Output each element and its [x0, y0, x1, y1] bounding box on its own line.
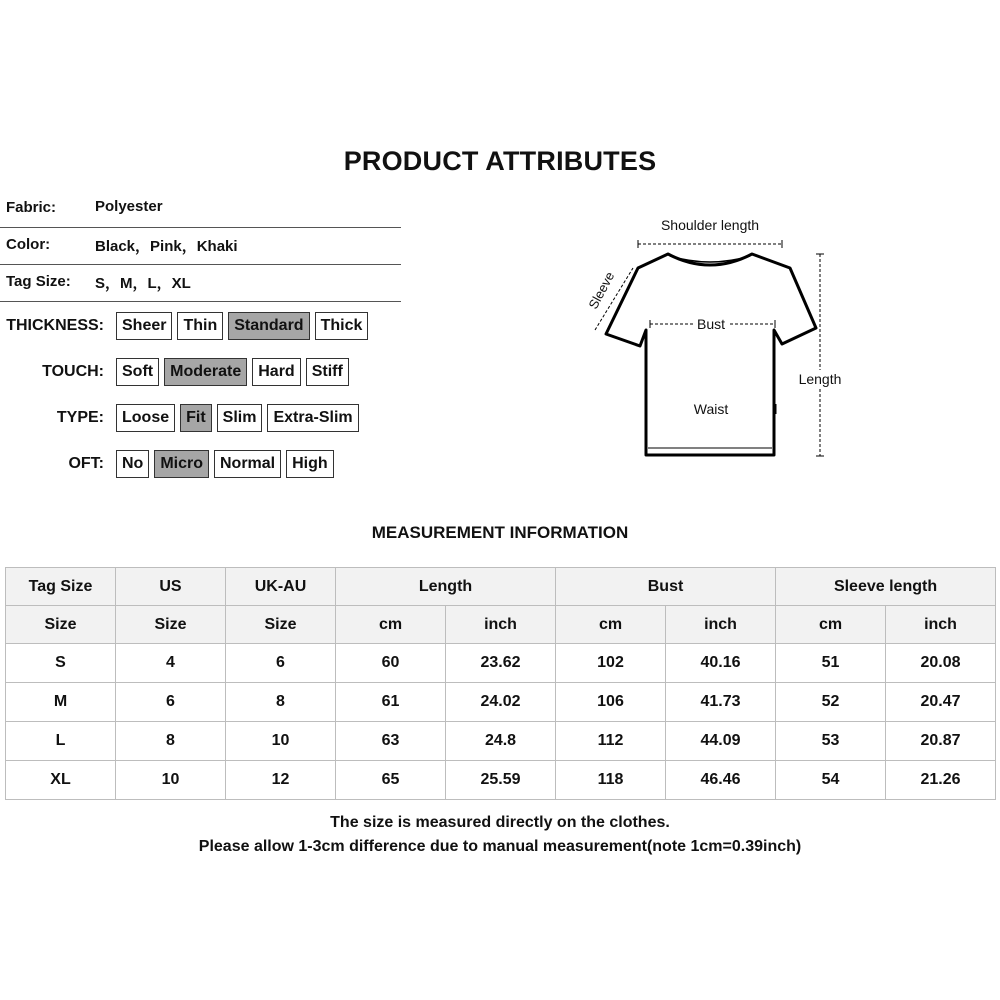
scale-label: TOUCH:	[42, 363, 104, 380]
tshirt-outline-icon	[606, 254, 816, 455]
attr-label: Fabric:	[6, 199, 57, 216]
table-cell: 54	[776, 761, 886, 800]
table-cell: 53	[776, 722, 886, 761]
table-row	[6, 761, 996, 800]
attr-row-fabric	[0, 190, 401, 228]
length-label: Length	[798, 371, 842, 387]
table-cell: 44.09	[666, 722, 776, 761]
table-cell: 8	[116, 722, 226, 761]
scale-label: OFT:	[68, 455, 104, 472]
scale-row-type	[0, 403, 364, 433]
table-cell: 23.62	[446, 644, 556, 683]
table-subheader-row	[6, 606, 996, 644]
table-cell: 60	[336, 644, 446, 683]
table-row	[6, 644, 996, 683]
attr-label: Color:	[6, 236, 51, 253]
table-cell: 63	[336, 722, 446, 761]
attr-label: Tag Size:	[6, 273, 71, 290]
subheader-cell: inch	[666, 606, 776, 644]
attr-value: S，M，L，XL	[95, 275, 191, 292]
table-cell: 40.16	[666, 644, 776, 683]
subheader-cell: Size	[116, 606, 226, 644]
attr-value: Polyester	[95, 198, 163, 215]
table-cell: 118	[556, 761, 666, 800]
table-header-row	[6, 568, 996, 606]
page-title: PRODUCT ATTRIBUTES	[343, 146, 657, 176]
table-cell: 10	[116, 761, 226, 800]
table-cell: 24.8	[446, 722, 556, 761]
header-cell: Sleeve length	[776, 568, 996, 606]
table-cell: 61	[336, 683, 446, 722]
chip-slim: Slim	[217, 404, 263, 432]
header-cell: Tag Size	[6, 568, 116, 606]
table-cell: 112	[556, 722, 666, 761]
scale-row-thickness	[0, 311, 373, 341]
table-row	[6, 722, 996, 761]
size-table	[5, 567, 996, 800]
table-cell: 8	[226, 683, 336, 722]
chip-extra-slim: Extra-Slim	[267, 404, 358, 432]
table-cell: 52	[776, 683, 886, 722]
table-cell: 20.47	[886, 683, 996, 722]
tshirt-diagram	[570, 205, 860, 470]
subheader-cell: Size	[226, 606, 336, 644]
attr-row-color	[0, 227, 401, 265]
chip-thin: Thin	[177, 312, 223, 340]
table-cell: 21.26	[886, 761, 996, 800]
sleeve-label: Sleeve	[585, 269, 618, 312]
measurement-title: MEASUREMENT INFORMATION	[371, 523, 629, 542]
table-cell: L	[6, 722, 116, 761]
chip-normal: Normal	[214, 450, 281, 478]
chip-no: No	[116, 450, 149, 478]
header-cell: Length	[336, 568, 556, 606]
subheader-cell: inch	[446, 606, 556, 644]
chip-micro: Micro	[154, 450, 209, 478]
chip-hard: Hard	[252, 358, 300, 386]
table-cell: 12	[226, 761, 336, 800]
attr-row-tag-size	[0, 264, 401, 302]
table-cell: 6	[226, 644, 336, 683]
table-cell: 25.59	[446, 761, 556, 800]
subheader-cell: cm	[556, 606, 666, 644]
header-cell: Bust	[556, 568, 776, 606]
attr-value: Black，Pink，Khaki	[95, 238, 238, 255]
table-cell: 4	[116, 644, 226, 683]
chip-stiff: Stiff	[306, 358, 349, 386]
table-cell: XL	[6, 761, 116, 800]
chip-fit: Fit	[180, 404, 212, 432]
subheader-cell: inch	[886, 606, 996, 644]
bust-label: Bust	[696, 316, 726, 332]
table-cell: M	[6, 683, 116, 722]
table-cell: S	[6, 644, 116, 683]
subheader-cell: cm	[336, 606, 446, 644]
scale-row-oft	[0, 449, 339, 479]
table-cell: 20.87	[886, 722, 996, 761]
scale-label: THICKNESS:	[6, 317, 104, 334]
chip-sheer: Sheer	[116, 312, 172, 340]
shoulder-length-label: Shoulder length	[660, 217, 760, 233]
table-cell: 20.08	[886, 644, 996, 683]
table-row	[6, 683, 996, 722]
scale-row-touch	[0, 357, 354, 387]
subheader-cell: Size	[6, 606, 116, 644]
chip-loose: Loose	[116, 404, 175, 432]
table-cell: 46.46	[666, 761, 776, 800]
header-cell: UK-AU	[226, 568, 336, 606]
waist-label: Waist	[693, 401, 729, 417]
table-cell: 51	[776, 644, 886, 683]
chip-moderate: Moderate	[164, 358, 247, 386]
chip-soft: Soft	[116, 358, 159, 386]
table-cell: 10	[226, 722, 336, 761]
table-cell: 24.02	[446, 683, 556, 722]
chip-standard: Standard	[228, 312, 309, 340]
note-line-2: Please allow 1-3cm difference due to manual measurement(note 1cm=0.39inch)	[198, 838, 802, 855]
note-line-1: The size is measured directly on the clothes.	[330, 814, 670, 831]
table-cell: 41.73	[666, 683, 776, 722]
table-cell: 6	[116, 683, 226, 722]
header-cell: US	[116, 568, 226, 606]
chip-thick: Thick	[315, 312, 369, 340]
table-cell: 65	[336, 761, 446, 800]
subheader-cell: cm	[776, 606, 886, 644]
chip-high: High	[286, 450, 334, 478]
table-cell: 106	[556, 683, 666, 722]
scale-label: TYPE:	[56, 409, 104, 426]
table-cell: 102	[556, 644, 666, 683]
